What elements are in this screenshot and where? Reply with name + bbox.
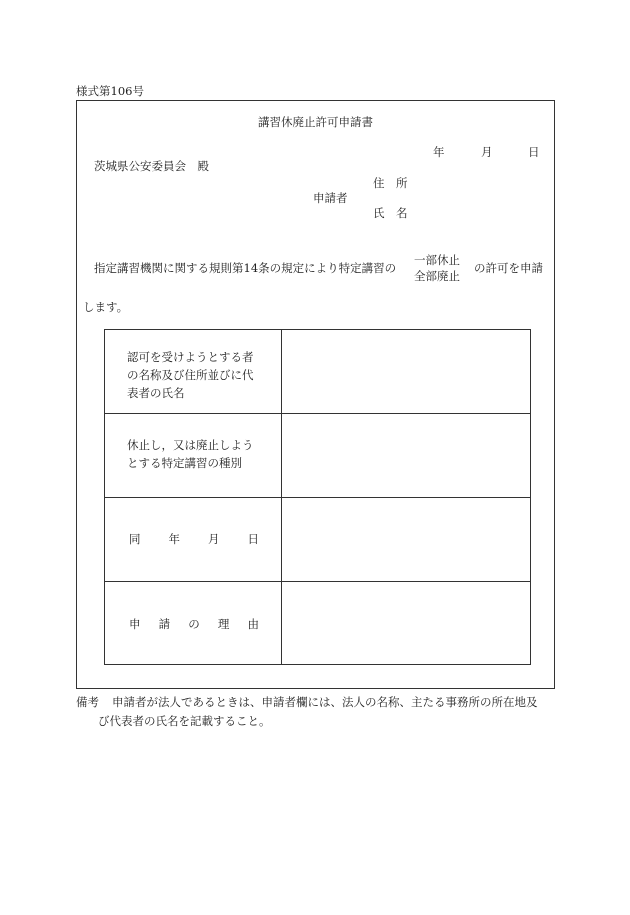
option-abolish: 全部廃止 [414,269,460,283]
option-suspend: 一部休止 [414,253,460,267]
table-label-char: 年 [168,532,180,546]
table-label-char: 月 [208,532,220,546]
body-text-before: 指定講習機関に関する規則第14条の規定により特定講習の [94,261,397,275]
table-label-char: 日 [247,532,259,546]
table-label-char: 由 [247,617,259,631]
table-label-char: 理 [217,617,230,631]
date-year: 年 [433,145,445,159]
remarks-line-2: び代表者の氏名を記載すること。 [98,714,271,728]
date-month: 月 [481,145,493,159]
table-row-label-course-type: 休止し，又は廃止しよう とする特定講習の種別 [127,438,254,470]
addressee: 茨城県公安委員会 殿 [94,159,209,173]
table-label-char: の [188,617,200,631]
details-table [104,329,531,665]
date-day: 日 [528,145,540,159]
applicant-label: 申請者 [313,191,348,205]
table-label-char: 同 [129,532,141,546]
form-number: 様式第106号 [76,84,144,98]
remarks-line-1: 申請者が法人であるときは、申請者欄には、法人の名称、主たる事務所の所在地及 [112,695,538,709]
body-text-continue: します。 [83,300,129,314]
table-row-divider [105,581,530,582]
document-title: 講習休廃止許可申請書 [258,115,373,129]
table-row-divider [105,413,530,414]
table-row-divider [105,497,530,498]
remarks-label: 備考 [76,695,99,709]
table-row-label-applicant-info: 認可を受けようとする者 の名称及び住所並びに代 表者の氏名 [127,350,254,400]
table-row-label-reason [129,619,259,631]
applicant-address-label: 住 所 [373,176,408,190]
table-row-label-date [129,534,259,546]
table-label-char: 申 [129,617,141,631]
table-label-char: 請 [158,617,171,631]
body-text-after: の許可を申請 [474,261,543,275]
applicant-name-label: 氏 名 [373,206,408,220]
